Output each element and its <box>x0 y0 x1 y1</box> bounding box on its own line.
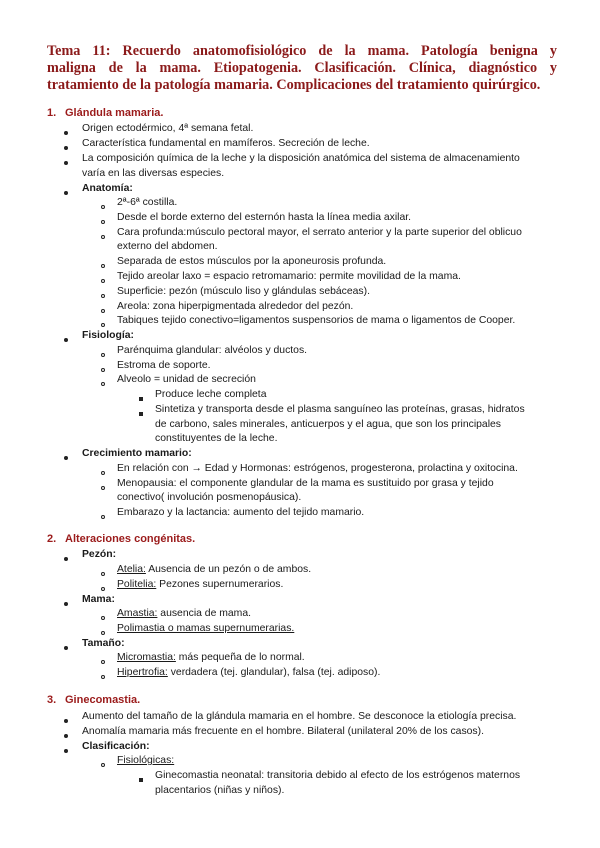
list-item-continuation: placentarios (niñas y niños). <box>155 785 285 796</box>
circle-bullet-icon <box>101 616 105 620</box>
section-number: 2. <box>47 533 57 545</box>
definition: Ausencia de un pezón o de ambos. <box>145 564 312 575</box>
circle-bullet-icon <box>101 660 105 664</box>
definition: más pequeña de lo normal. <box>175 652 305 663</box>
list-item: Alveolo = unidad de secreción <box>117 374 256 385</box>
list-item: Estroma de soporte. <box>117 360 211 371</box>
bullet-icon <box>64 456 68 460</box>
circle-bullet-icon <box>101 471 105 475</box>
list-item: Ginecomastia neonatal: transitoria debido al efecto de los estrógenos maternos <box>155 770 521 781</box>
circle-bullet-icon <box>101 572 105 576</box>
list-item <box>117 578 283 593</box>
circle-bullet-icon <box>101 675 105 679</box>
term-amastia: Amastia: <box>117 608 158 619</box>
list-item: Sintetiza y transporta desde el plasma sanguíneo las proteínas, grasas, hidratos <box>155 404 525 415</box>
list-item: Areola: zona hiperpigmentada alrededor del pezón. <box>117 301 354 312</box>
circle-bullet-icon <box>101 368 105 372</box>
list-item: Polimastia o mamas supernumerarias. <box>117 623 295 634</box>
subheading-fisiologia: Fisiología: <box>82 330 134 341</box>
term-politelia: Politelia: <box>117 579 157 590</box>
bullet-icon <box>64 749 68 753</box>
circle-bullet-icon <box>101 382 105 386</box>
bullet-icon <box>64 602 68 606</box>
square-bullet-icon <box>139 412 143 416</box>
section-number: 3. <box>47 694 57 706</box>
term-micromastia: Micromastia: <box>117 652 176 663</box>
bullet-icon <box>64 557 68 561</box>
circle-bullet-icon <box>101 587 105 591</box>
circle-bullet-icon <box>101 486 105 490</box>
list-item: Origen ectodérmico, 4ª semana fetal. <box>82 123 254 134</box>
circle-bullet-icon <box>101 631 105 635</box>
section-title: Ginecomastia. <box>65 694 141 706</box>
circle-bullet-icon <box>101 279 105 283</box>
section-heading-3 <box>47 694 140 706</box>
bullet-icon <box>64 131 68 135</box>
list-item: Característica fundamental en mamíferos. Secreción de leche. <box>82 138 370 149</box>
list-item <box>117 563 311 578</box>
section-title: Glándula mamaria. <box>65 107 164 119</box>
section-heading-2 <box>47 533 195 545</box>
list-item: En relación con → Edad y Hormonas: estrógenos, progesterona, prolactina y oxitocina. <box>117 463 518 474</box>
subheading-tamano: Tamaño: <box>82 638 125 649</box>
list-item: Tabiques tejido conectivo=ligamentos suspensorios de mama o ligamentos de Cooper. <box>117 315 516 326</box>
list-item: Produce leche completa <box>155 389 267 400</box>
square-bullet-icon <box>139 778 143 782</box>
title-line-3: tratamiento de la patología mamaria. Complicaciones del tratamiento quirúrgico. <box>47 77 541 94</box>
definition: ausencia de mama. <box>157 608 251 619</box>
bullet-icon <box>64 646 68 650</box>
section-heading-1 <box>47 107 163 119</box>
subheading-clasificacion: Clasificación: <box>82 741 150 752</box>
circle-bullet-icon <box>101 763 105 767</box>
list-item <box>117 651 305 666</box>
list-item: Embarazo y la lactancia: aumento del tejido mamario. <box>117 507 365 518</box>
circle-bullet-icon <box>101 515 105 519</box>
subheading-mama: Mama: <box>82 594 115 605</box>
term-atelia: Atelia: <box>117 564 146 575</box>
circle-bullet-icon <box>101 264 105 268</box>
list-item <box>117 666 380 681</box>
list-item <box>117 607 251 622</box>
list-item: Anomalía mamaria más frecuente en el hombre. Bilateral (unilateral 20% de los casos). <box>82 726 484 737</box>
definition: Pezones supernumerarios. <box>156 579 284 590</box>
circle-bullet-icon <box>101 309 105 313</box>
bullet-icon <box>64 161 68 165</box>
circle-bullet-icon <box>101 220 105 224</box>
section-number: 1. <box>47 107 57 119</box>
circle-bullet-icon <box>101 323 105 327</box>
bullet-icon <box>64 191 68 195</box>
bullet-icon <box>64 734 68 738</box>
term-hipertrofia: Hipertrofia: <box>117 667 168 678</box>
list-item: Parénquima glandular: alvéolos y ductos. <box>117 345 308 356</box>
circle-bullet-icon <box>101 235 105 239</box>
list-item: Separada de estos músculos por la aponeurosis profunda. <box>117 256 387 267</box>
list-item: 2ª-6ª costilla. <box>117 197 178 208</box>
page-title <box>47 43 557 95</box>
bullet-icon <box>64 338 68 342</box>
list-item-continuation: constituyentes de la leche. <box>155 433 278 444</box>
circle-bullet-icon <box>101 205 105 209</box>
list-item: La composición química de la leche y la disposición anatómica del sistema de almacenamiento <box>82 153 520 164</box>
list-item: Desde el borde externo del esternón hasta la línea media axilar. <box>117 212 412 223</box>
circle-bullet-icon <box>101 353 105 357</box>
list-item: Cara profunda:músculo pectoral mayor, el serrato anterior y la parte superior del oblicuo <box>117 227 522 238</box>
square-bullet-icon <box>139 397 143 401</box>
subheading-crecimiento: Crecimiento mamario: <box>82 448 192 459</box>
definition: verdadera (tej. glandular), falsa (tej. adiposo). <box>167 667 381 678</box>
list-item: Aumento del tamaño de la glándula mamaria en el hombre. Se desconoce la etiología precisa. <box>82 711 517 722</box>
subheading-pezon: Pezón: <box>82 549 117 560</box>
list-item-continuation: externo del abdomen. <box>117 241 218 252</box>
subheading-fisiologicas: Fisiológicas: <box>117 755 175 766</box>
circle-bullet-icon <box>101 294 105 298</box>
list-item-continuation: varía en las diversas especies. <box>82 168 225 179</box>
bullet-icon <box>64 719 68 723</box>
subheading-anatomia: Anatomía: <box>82 183 133 194</box>
bullet-icon <box>64 146 68 150</box>
title-line-2: maligna de la mama. Etiopatogenia. Clasificación. Clínica, diagnóstico y <box>47 60 557 77</box>
list-item: Superficie: pezón (músculo liso y glándulas sebáceas). <box>117 286 370 297</box>
title-line-1: Tema 11: Recuerdo anatomofisiológico de la mama. Patología benigna y <box>47 43 557 59</box>
list-item: Menopausia: el componente glandular de la mama es sustituido por grasa y tejido <box>117 478 494 489</box>
section-title: Alteraciones congénitas. <box>65 533 196 545</box>
list-item-continuation: conectivo( involución posmenopáusica). <box>117 492 302 503</box>
list-item-continuation: de carbono, sales minerales, anticuerpos y el agua, que son los principales <box>155 419 501 430</box>
list-item: Tejido areolar laxo = espacio retromamario: permite movilidad de la mama. <box>117 271 461 282</box>
